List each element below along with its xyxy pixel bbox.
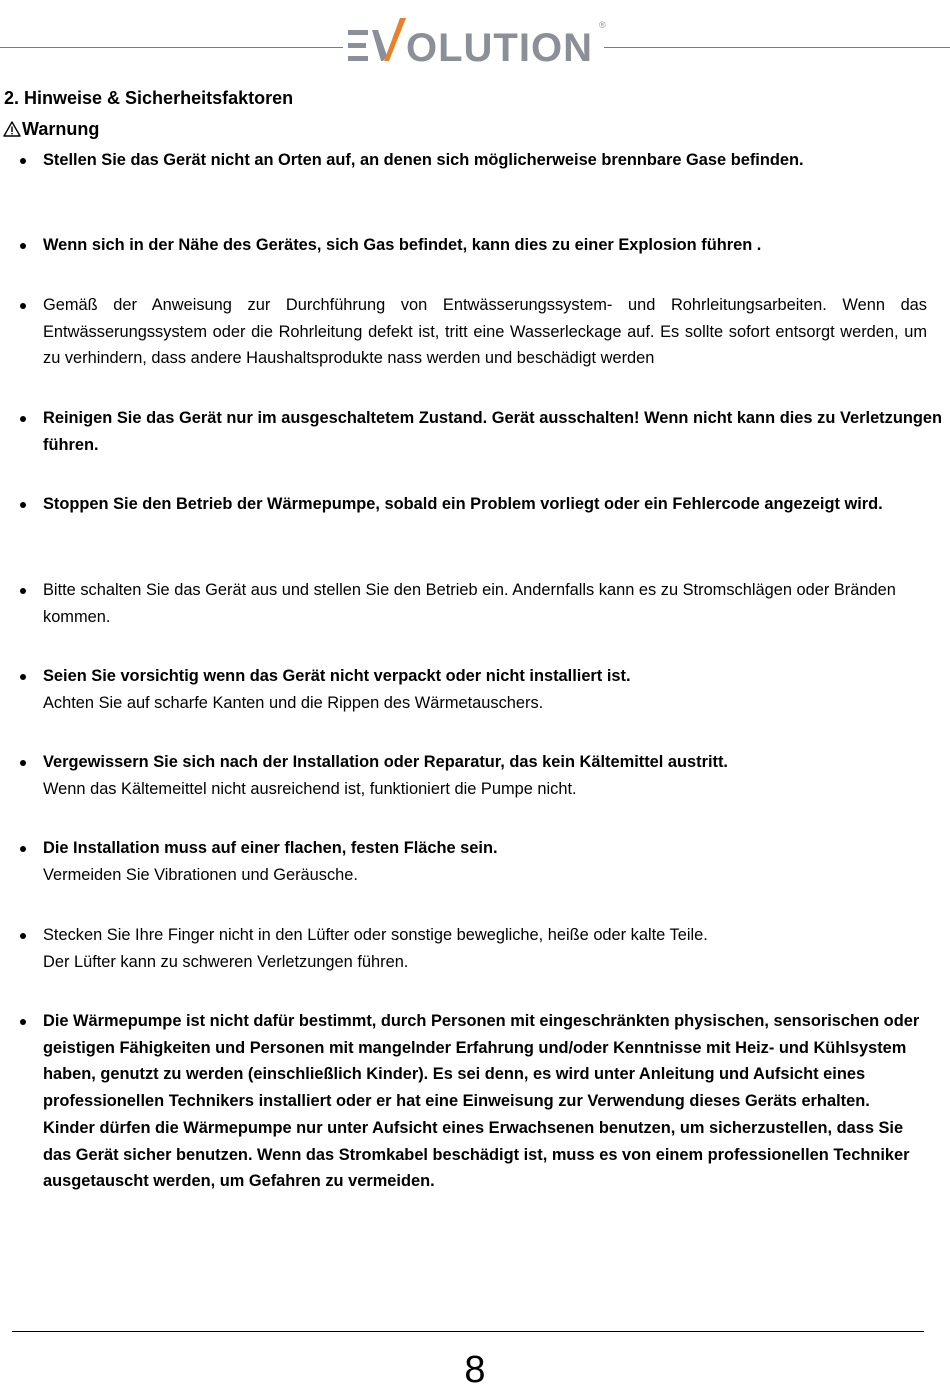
section-title: 2. Hinweise & Sicherheitsfaktoren <box>4 88 294 108</box>
bullet-icon <box>20 416 26 422</box>
list-item <box>20 491 942 518</box>
item-text: Die Installation muss auf einer flachen, festen Fläche sein. <box>43 839 498 857</box>
list-item <box>20 232 942 259</box>
logo-graphic <box>340 16 610 70</box>
bullet-icon <box>20 502 26 508</box>
list-item <box>20 577 942 630</box>
item-text: Bitte schalten Sie das Gerät aus und stellen Sie den Betrieb ein. Andernfalls kann es zu Stromschlägen oder Bränden kommen. <box>43 581 896 626</box>
item-text-note: Achten Sie auf scharfe Kanten und die Rippen des Wärmetauschers. <box>43 693 544 712</box>
bullet-icon <box>20 588 26 594</box>
item-text: Stellen Sie das Gerät nicht an Orten auf, an denen sich möglicherweise brennbare Gase befinden. <box>43 151 804 169</box>
logo-wordmark-rest: OLUTION <box>406 26 593 70</box>
item-text: Die Wärmepumpe ist nicht dafür bestimmt, durch Personen mit eingeschränkten physischen, sensorischen oder geistigen Fähigkeiten und Personen mit mangelnder Erfahrung und/oder Kenntnisse mit Heiz- und Kühlsystem haben, genutzt zu werden (einschließlich Kinder). Es sei denn, es wird unter Anleitung und Aufsicht eines professionellen Technikers installiert oder er hat eine Einweisung zur Verwendung dieses Geräts erhalten. Kinder dürfen die Wärmepumpe nur unter Aufsicht eines Erwachsenen benutzen, um sicherzustellen, dass Sie das Gerät sicher benutzen. Wenn das Stromkabel beschädigt ist, muss es von einem professionellen Techniker ausgetauscht werden, um Gefahren zu vermeiden. <box>43 1012 920 1191</box>
warning-heading <box>3 118 99 140</box>
item-text: Stecken Sie Ihre Finger nicht in den Lüfter oder sonstige bewegliche, heiße oder kalte Teile. <box>43 926 708 944</box>
bullet-icon <box>20 674 26 680</box>
bullet-icon <box>20 1019 26 1025</box>
registered-mark: ® <box>599 20 606 30</box>
bullet-icon <box>20 760 26 766</box>
list-item <box>20 147 942 174</box>
list-item <box>20 749 942 802</box>
bullet-icon <box>20 158 26 164</box>
footer-rule <box>12 1331 924 1332</box>
list-item <box>20 922 942 975</box>
item-text: Reinigen Sie das Gerät nur im ausgeschaltetem Zustand. Gerät ausschalten! Wenn nicht kann dies zu Verletzungen führen. <box>43 409 942 454</box>
item-text: Vergewissern Sie sich nach der Installation oder Reparatur, das kein Kältemittel austritt. <box>43 753 728 771</box>
warning-triangle-icon <box>3 121 21 137</box>
bullet-icon <box>20 846 26 852</box>
header-rule-right <box>604 47 950 48</box>
warning-label: Warnung <box>22 119 100 139</box>
list-item <box>20 405 942 458</box>
bullet-icon <box>20 933 26 939</box>
page-number: 8 <box>464 1349 486 1391</box>
item-text-note: Vermeiden Sie Vibrationen und Geräusche. <box>43 865 358 884</box>
item-text: Gemäß der Anweisung zur Durchführung von Entwässerungssystem- und Rohrleitungsarbeiten. Wenn das Entwässerungssystem oder die Rohrleitung defekt ist, tritt eine Wasserleckage auf. Es sollte sofort entsorgt werden, um zu verhindern, dass andere Haushaltsprodukte nass werden und beschädigt werden <box>43 296 927 368</box>
item-text: Stoppen Sie den Betrieb der Wärmepumpe, sobald ein Problem vorliegt oder ein Fehlercode angezeigt wird. <box>43 495 883 513</box>
list-item <box>20 1008 942 1195</box>
item-text: Wenn sich in der Nähe des Gerätes, sich Gas befindet, kann dies zu einer Explosion führen . <box>43 236 762 254</box>
item-text-note: Wenn das Kältemeittel nicht ausreichend ist, funktioniert die Pumpe nicht. <box>43 779 577 798</box>
item-text: Seien Sie vorsichtig wenn das Gerät nicht verpackt oder nicht installiert ist. <box>43 667 631 685</box>
bullet-icon <box>20 243 26 249</box>
item-text-note: Der Lüfter kann zu schweren Verletzungen führen. <box>43 952 409 971</box>
bullet-icon <box>20 303 26 309</box>
list-item <box>20 835 942 888</box>
header-rule-left <box>0 47 343 48</box>
evolution-logo <box>340 16 610 70</box>
list-item <box>20 292 942 372</box>
list-item <box>20 663 942 716</box>
